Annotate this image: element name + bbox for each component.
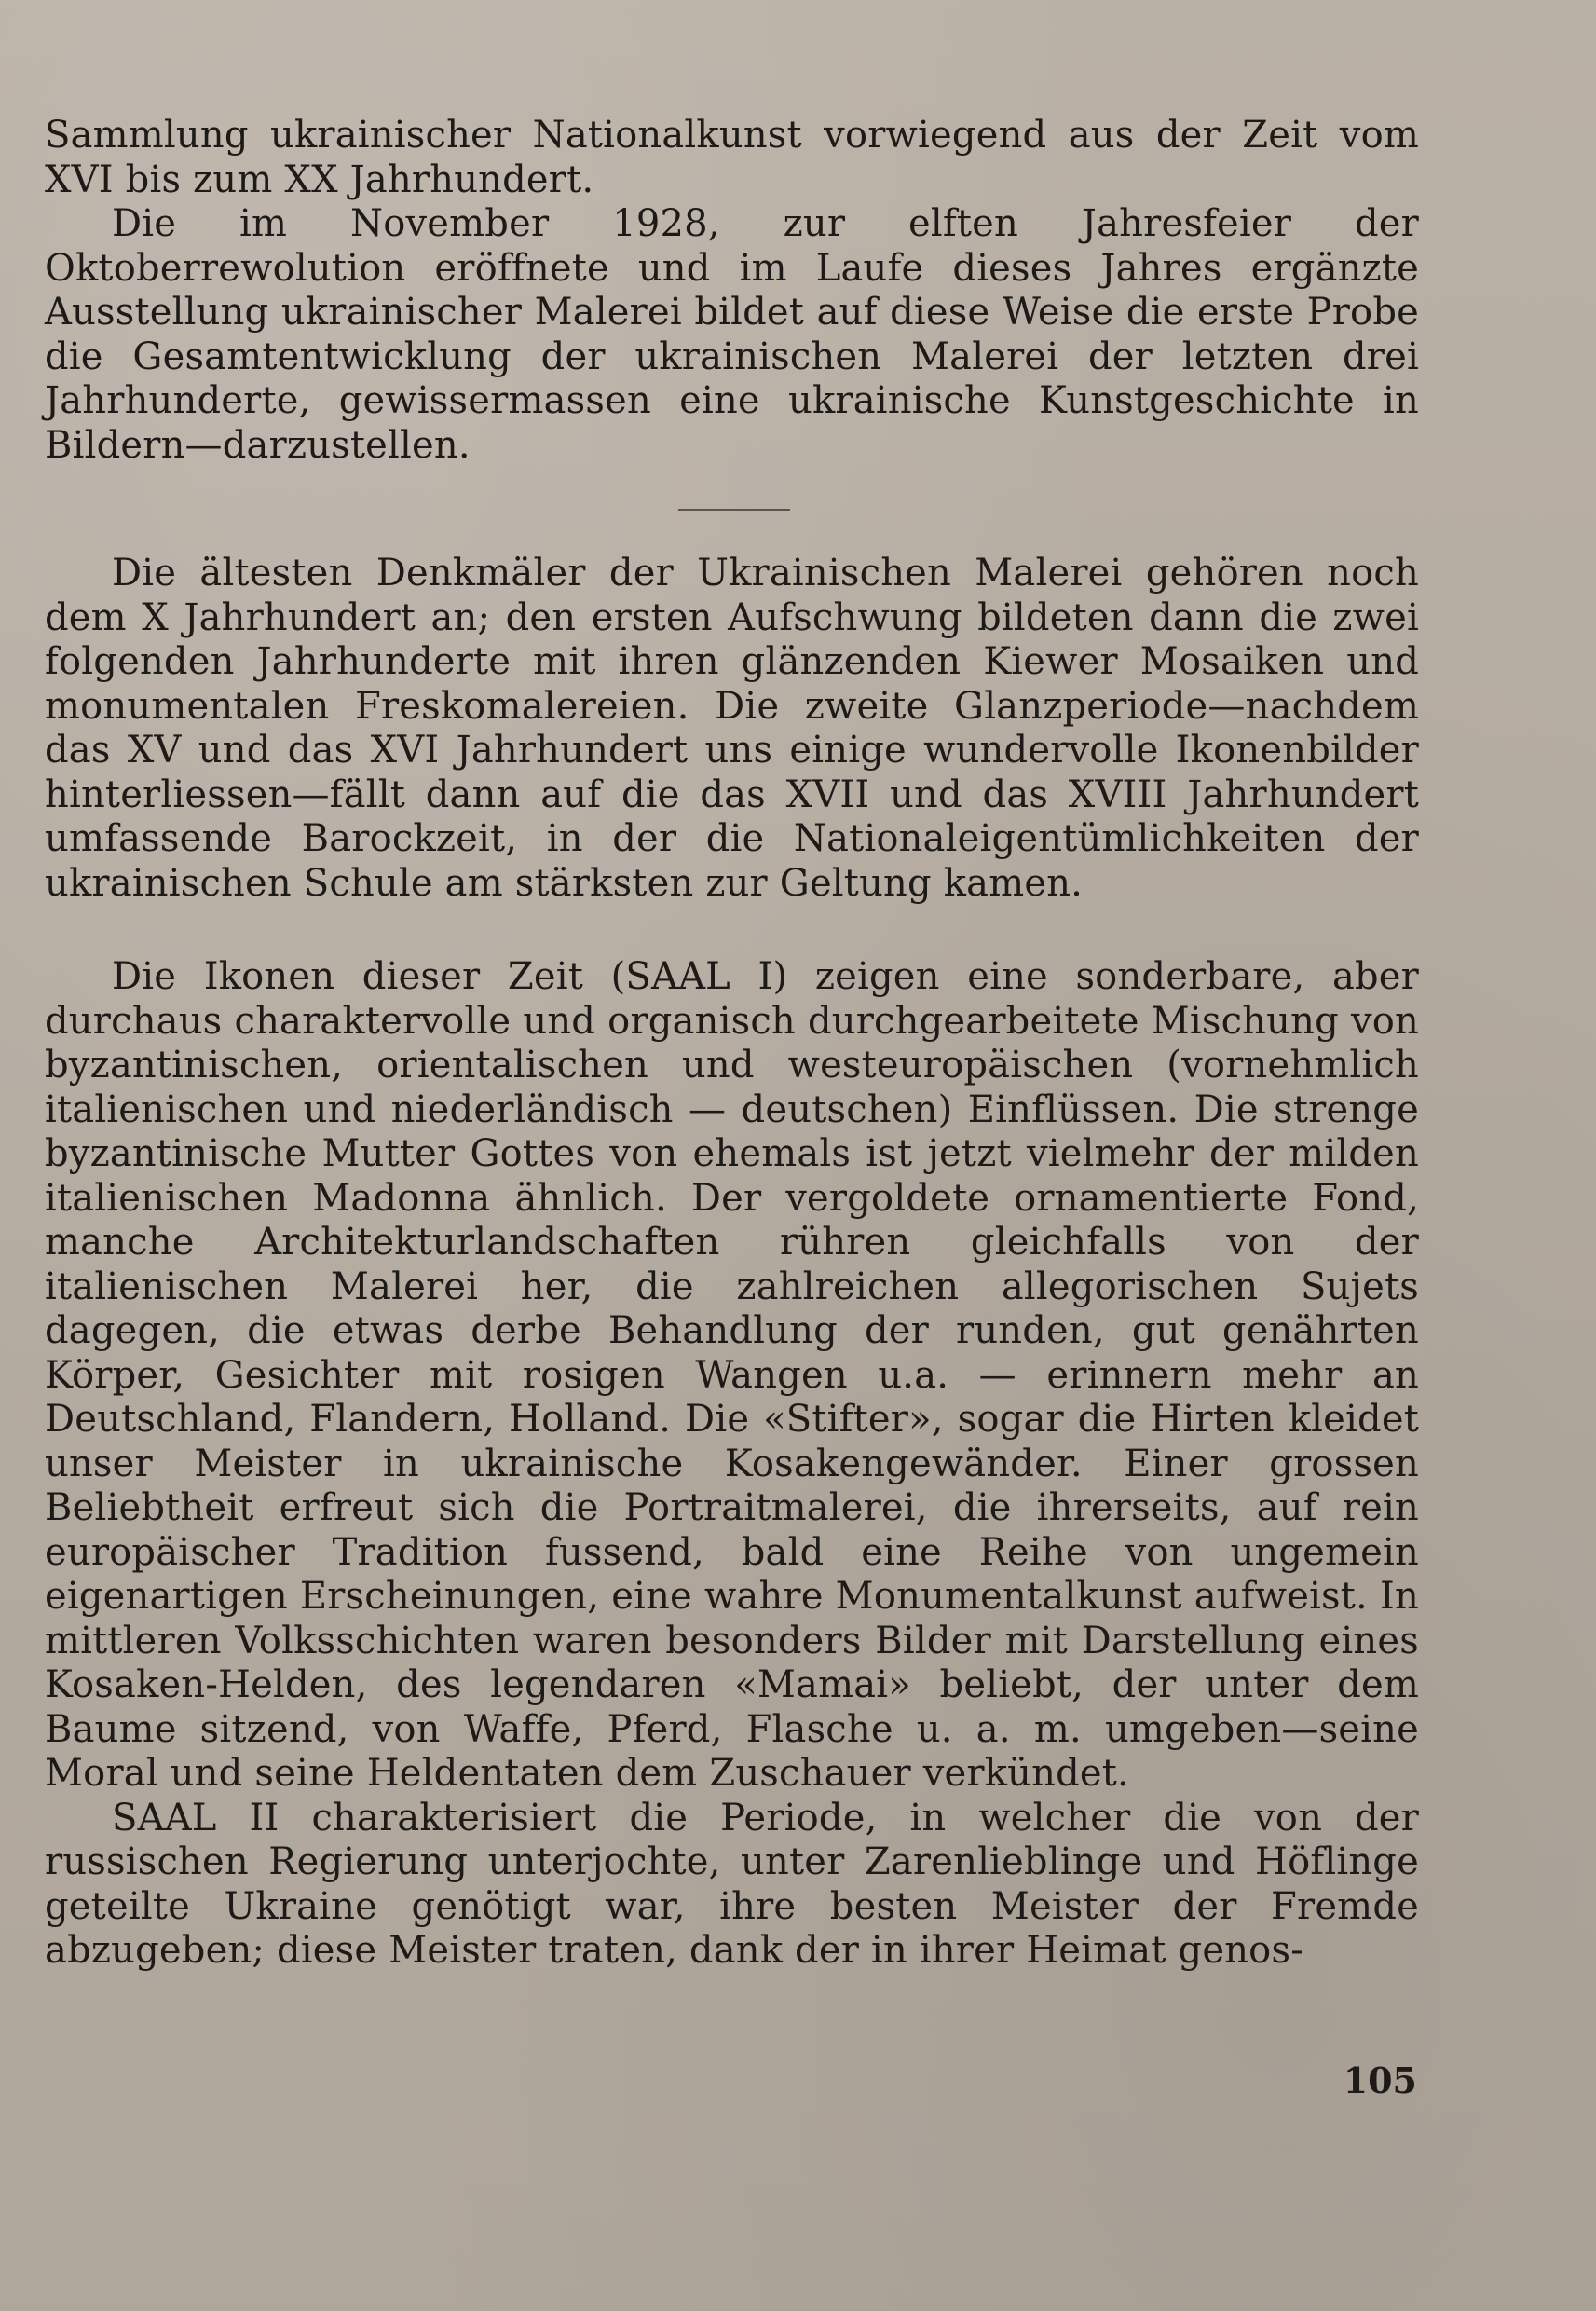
paragraph-exhibition-1928: Die im November 1928, zur elften Jahresfeier der Oktoberrewolution eröffnete und im Laufe dieses Jahres ergänzte Ausstellung ukrainischer Malerei bildet auf diese Weise die erste Probe die Gesamtentwicklung der ukrainischen Malerei der letzten drei Jahrhunderte, gewissermassen eine ukrainische Kunstgeschichte in Bildern—darzustellen. xyxy=(45,202,1419,467)
halls-text-block xyxy=(45,955,1419,1974)
paragraph-saal-2: SAAL II charakterisiert die Periode, in welcher die von der russischen Regierung unterjochte, unter Zarenlieblinge und Höflinge geteilte Ukraine genötigt war, ihre besten Meister der Fremde abzugeben; diese Meister traten, dank der in ihrer Heimat genos- xyxy=(45,1796,1419,1972)
intro-text-block xyxy=(45,114,1419,468)
page-number: 105 xyxy=(1343,2059,1417,2101)
history-text-block xyxy=(45,552,1419,906)
paragraph-collection-period: Sammlung ukrainischer Nationalkunst vorwiegend aus der Zeit vom XVI bis zum XX Jahrhundert. xyxy=(45,114,1419,201)
section-divider xyxy=(678,509,790,511)
paragraph-oldest-monuments: Die ältesten Denkmäler der Ukrainischen Malerei gehören noch dem X Jahrhundert an; den ersten Aufschwung bildeten dann die zwei folgenden Jahrhunderte mit ihren glänzenden Kiewer Mosaiken und monumentalen Freskomalereien. Die zweite Glanzperiode—nachdem das XV und das XVI Jahrhundert uns einige wundervolle Ikonenbilder hinterliessen—fällt dann auf die das XVII und das XVIII Jahrhundert umfassende Barockzeit, in der die Nationaleigentümlichkeiten der ukrainischen Schule am stärksten zur Geltung kamen. xyxy=(45,552,1419,905)
paragraph-saal-1: Die Ikonen dieser Zeit (SAAL I) zeigen eine sonderbare, aber durchaus charaktervolle und organisch durchgearbeitete Mischung von byzantinischen, orientalischen und westeuropäischen (vornehmlich italienischen und niederländisch — deutschen) Einflüssen. Die strenge byzantinische Mutter Gottes von ehemals ist jetzt vielmehr der milden italienischen Madonna ähnlich. Der vergoldete ornamentierte Fond, manche Architekturlandschaften rühren gleichfalls von der italienischen Malerei her, die zahlreichen allegorischen Sujets dagegen, die etwas derbe Behandlung der runden, gut genährten Körper, Gesichter mit rosigen Wangen u.a. — erinnern mehr an Deutschland, Flandern, Holland. Die «Stifter», sogar die Hirten kleidet unser Meister in ukrainische Kosakengewänder. Einer grossen Beliebtheit erfreut sich die Portraitmalerei, die ihrerseits, auf rein europäischer Tradition fussend, bald eine Reihe von ungemein eigenartigen Erscheinungen, eine wahre Monumentalkunst aufweist. In mittleren Volksschichten waren besonders Bilder mit Darstellung eines Kosaken-Helden, des legendaren «Mamai» beliebt, der unter dem Baume sitzend, von Waffe, Pferd, Flasche u. a. m. umgeben—seine Moral und seine Heldentaten dem Zuschauer verkündet. xyxy=(45,955,1419,1795)
